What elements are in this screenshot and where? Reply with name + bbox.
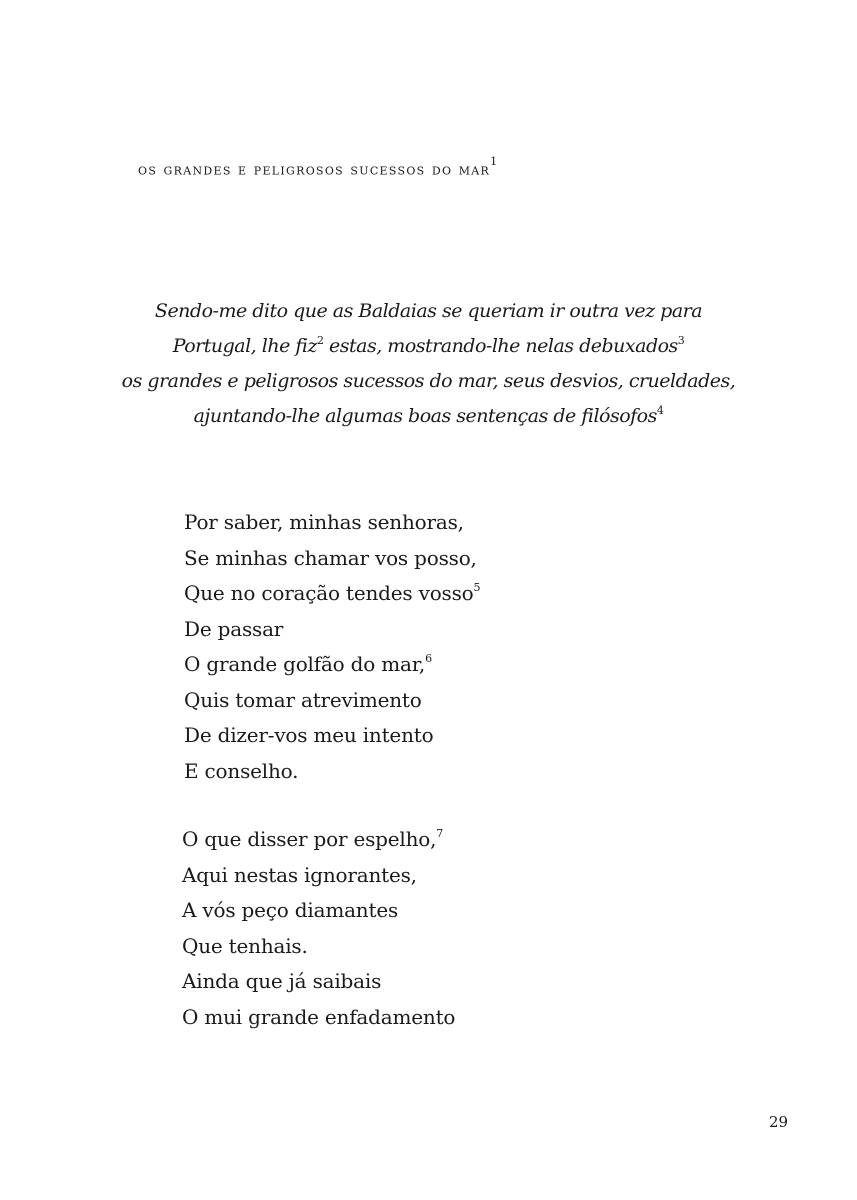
verse-line bbox=[184, 576, 480, 612]
epigraph-text: Portugal, lhe fiz bbox=[172, 335, 317, 357]
epigraph-line bbox=[120, 399, 737, 434]
verse-line: De passar bbox=[184, 616, 284, 641]
verse-text: O grande golfão do mar, bbox=[184, 652, 426, 676]
verse-line bbox=[182, 822, 455, 858]
epigraph bbox=[120, 294, 737, 434]
verse-line bbox=[184, 647, 480, 683]
stanza-1 bbox=[184, 505, 480, 789]
verse-line: De dizer-vos meu intento bbox=[184, 723, 434, 747]
epigraph-line: Sendo-me dito que as Baldaias se queriam ir outra vez para bbox=[154, 300, 703, 322]
epigraph-text: estas, mostrando-lhe nelas debuxados bbox=[323, 335, 678, 357]
footnote-marker: 5 bbox=[473, 581, 481, 594]
epigraph-line bbox=[120, 329, 737, 364]
verse-line: E conselho. bbox=[184, 758, 299, 783]
footnote-marker: 4 bbox=[656, 404, 664, 417]
footnote-marker: 7 bbox=[436, 827, 444, 840]
verse-line: Se minhas chamar vos posso, bbox=[184, 545, 477, 570]
verse-line: Ainda que já saibais bbox=[182, 969, 382, 993]
page-number: 29 bbox=[769, 1113, 789, 1131]
verse-text: O que disser por espelho, bbox=[182, 827, 437, 851]
footnote-marker: 2 bbox=[316, 334, 324, 347]
footnote-marker: 3 bbox=[677, 334, 685, 347]
stanza-2 bbox=[182, 822, 455, 1035]
chapter-title-text: os grandes e peligrosos sucessos do mar bbox=[138, 159, 491, 179]
verse-line: Quis tomar atrevimento bbox=[184, 687, 422, 712]
chapter-title bbox=[138, 155, 499, 179]
epigraph-line: os grandes e peligrosos sucessos do mar, seus desvios, crueldades, bbox=[121, 370, 736, 392]
verse-line: A vós peço diamantes bbox=[182, 898, 399, 922]
verse-line: Por saber, minhas senhoras, bbox=[184, 510, 464, 534]
verse-line: Que tenhais. bbox=[182, 933, 308, 958]
epigraph-text: ajuntando-lhe algumas boas sentenças de filósofos bbox=[193, 405, 657, 427]
verse-text: Que no coração tendes vosso bbox=[184, 581, 474, 605]
verse-line: O mui grande enfadamento bbox=[182, 1004, 456, 1029]
footnote-marker: 6 bbox=[425, 652, 432, 665]
verse-line: Aqui nestas ignorantes, bbox=[182, 862, 417, 887]
footnote-marker: 1 bbox=[490, 155, 499, 168]
